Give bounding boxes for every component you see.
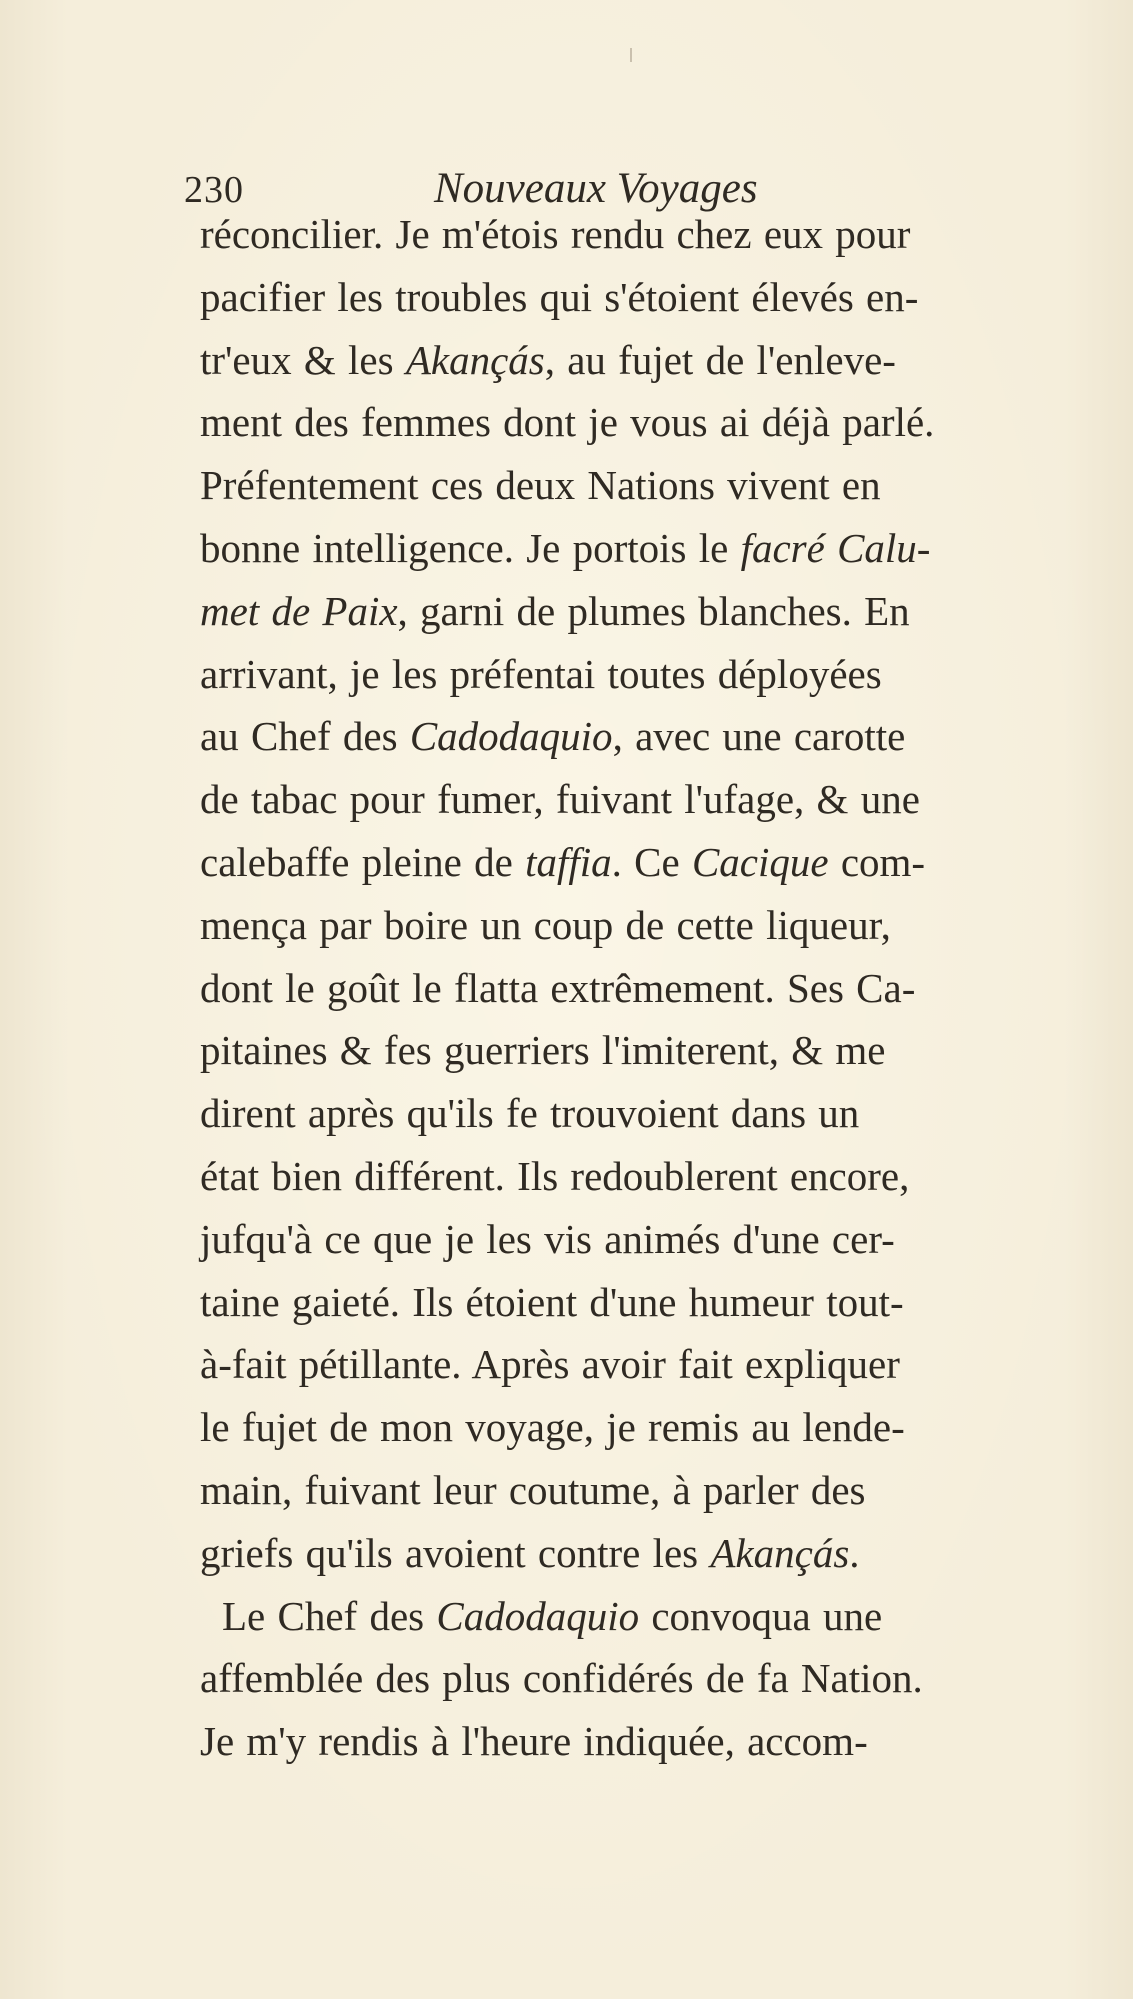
text-run: Préfentement ces deux Nations vivent en — [200, 462, 881, 509]
text-run: dont le goût le flatta extrêmement. Ses Ca- — [200, 964, 916, 1011]
italic-text-run: met de Paix — [200, 587, 398, 634]
italic-text-run: Cadodaquio — [409, 713, 613, 760]
text-line — [200, 831, 1060, 894]
text-run: état bien différent. Ils redoublerent encore, — [200, 1152, 910, 1199]
text-run: réconcilier. Je m'étois rendu chez eux pour — [200, 211, 911, 257]
text-run: griefs qu'ils avoient contre les — [200, 1529, 711, 1576]
text-run: le fujet de mon voyage, je remis au lende- — [200, 1404, 905, 1451]
text-run: Je m'y rendis à l'heure indiquée, accom- — [200, 1718, 868, 1765]
text-line — [200, 1271, 1060, 1334]
text-run: au Chef des — [200, 713, 410, 760]
text-run: calebaffe pleine de — [200, 838, 526, 885]
text-line — [200, 391, 1060, 454]
text-line — [200, 203, 1060, 266]
text-run: . — [849, 1529, 860, 1576]
text-line — [200, 957, 1060, 1020]
text-run: ment des femmes dont je vous ai déjà parlé. — [200, 399, 935, 446]
italic-text-run: taffia — [525, 838, 612, 885]
text-run: com- — [828, 838, 926, 885]
text-line — [200, 705, 1060, 768]
italic-text-run: Cadodaquio — [436, 1592, 640, 1639]
running-title: Nouveaux Voyages — [434, 165, 758, 212]
text-line — [200, 1647, 1060, 1710]
text-run: convoqua une — [639, 1592, 883, 1639]
text-run: à-fait pétillante. Après avoir fait expliquer — [200, 1341, 900, 1388]
text-run: mença par boire un coup de cette liqueur, — [200, 901, 891, 948]
text-run: tr'eux & les — [200, 336, 406, 383]
text-run: , avec une carotte — [612, 713, 906, 760]
text-line — [200, 329, 1060, 392]
text-line — [200, 580, 1060, 643]
text-run: bonne intelligence. Je portois le — [200, 524, 741, 571]
text-line — [200, 1459, 1060, 1522]
page-number: 230 — [184, 169, 244, 211]
text-run: de tabac pour fumer, fuivant l'ufage, & une — [200, 776, 920, 823]
text-run: , garni de plumes blanches. En — [397, 587, 910, 634]
text-line — [200, 1082, 1060, 1145]
text-run: arrivant, je les préfentai toutes déployées — [200, 650, 882, 697]
body-text — [200, 203, 1060, 1773]
text-run: . Ce — [611, 838, 692, 885]
text-run: Le Chef des — [222, 1592, 437, 1639]
text-line — [200, 1396, 1060, 1459]
text-line — [200, 768, 1060, 831]
text-line — [200, 1145, 1060, 1208]
text-line — [200, 1585, 1060, 1648]
text-run: affemblée des plus confidérés de fa Nation. — [200, 1655, 923, 1702]
italic-text-run: Akançás — [405, 336, 545, 383]
text-line — [200, 1522, 1060, 1585]
text-line — [200, 517, 1060, 580]
text-line — [200, 1333, 1060, 1396]
text-line — [200, 894, 1060, 957]
text-run: pitaines & fes guerriers l'imiterent, & me — [200, 1027, 886, 1074]
text-line — [200, 1019, 1060, 1082]
text-line — [200, 1710, 1060, 1773]
italic-text-run: facré Calu- — [740, 524, 931, 571]
text-run: main, fuivant leur coutume, à parler des — [200, 1466, 866, 1513]
text-run: jufqu'à ce que je les vis animés d'une cer- — [200, 1215, 895, 1262]
text-run: pacifier les troubles qui s'étoient élevés en- — [200, 273, 919, 320]
text-line — [200, 266, 1060, 329]
italic-text-run: Akançás — [710, 1529, 850, 1576]
paper-mark — [630, 48, 632, 62]
text-line — [200, 454, 1060, 517]
text-run: , au fujet de l'enleve- — [544, 336, 896, 383]
italic-text-run: Cacique — [691, 838, 829, 885]
text-line — [200, 643, 1060, 706]
text-run: dirent après qu'ils fe trouvoient dans un — [200, 1090, 860, 1137]
text-line — [200, 1208, 1060, 1271]
text-run: taine gaieté. Ils étoient d'une humeur tout- — [200, 1278, 904, 1325]
